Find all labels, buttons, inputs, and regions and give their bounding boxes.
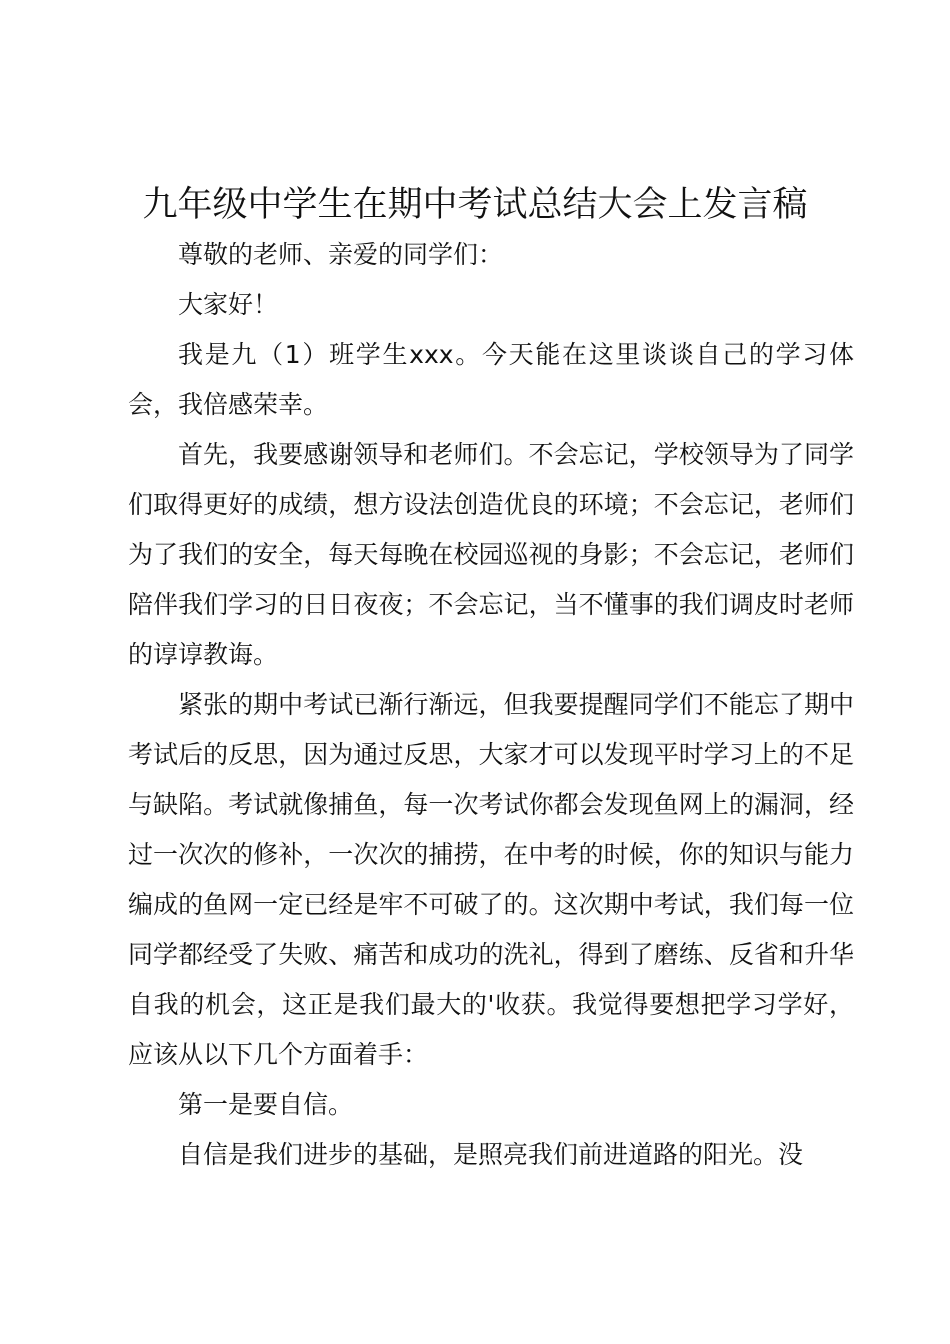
paragraph-thanks: 首先，我要感谢领导和老师们。不会忘记，学校领导为了同学们取得更好的成绩，想方设法创造优良的环境；不会忘记，老师们为了我们的安全，每天每晚在校园巡视的身影；不会忘记，老师们陪伴我们学习的日日夜夜；不会忘记，当不懂事的我们调皮时老师的谆谆教诲。 [128, 440, 854, 669]
paragraph-introduction: 我是九（1）班学生xxx。今天能在这里谈谈自己的学习体会，我倍感荣幸。 [128, 340, 854, 419]
paragraph-point-one: 第一是要自信。 [178, 1090, 354, 1119]
paragraph-reflection: 紧张的期中考试已渐行渐远，但我要提醒同学们不能忘了期中考试后的反思，因为通过反思，大家才可以发现平时学习上的不足与缺陷。考试就像捕鱼，每一次考试你都会发现鱼网上的漏洞，经过一次次的修补，一次次的捕捞，在中考的时候，你的知识与能力编成的鱼网一定已经是牢不可破了的。这次期中考试，我们每一位同学都经受了失败、痛苦和成功的洗礼，得到了磨练、反省和升华自我的机会，这正是我们最大的'收获。我觉得要想把学习学好，应该从以下几个方面着手： [128, 690, 854, 1069]
document-title: 九年级中学生在期中考试总结大会上发言稿 [142, 185, 808, 225]
paragraph-confidence: 自信是我们进步的基础，是照亮我们前进道路的阳光。没 [178, 1140, 804, 1169]
paragraph-greeting: 尊敬的老师、亲爱的同学们： [178, 240, 504, 269]
document-body [128, 230, 854, 1180]
paragraph-hello: 大家好！ [178, 290, 279, 319]
